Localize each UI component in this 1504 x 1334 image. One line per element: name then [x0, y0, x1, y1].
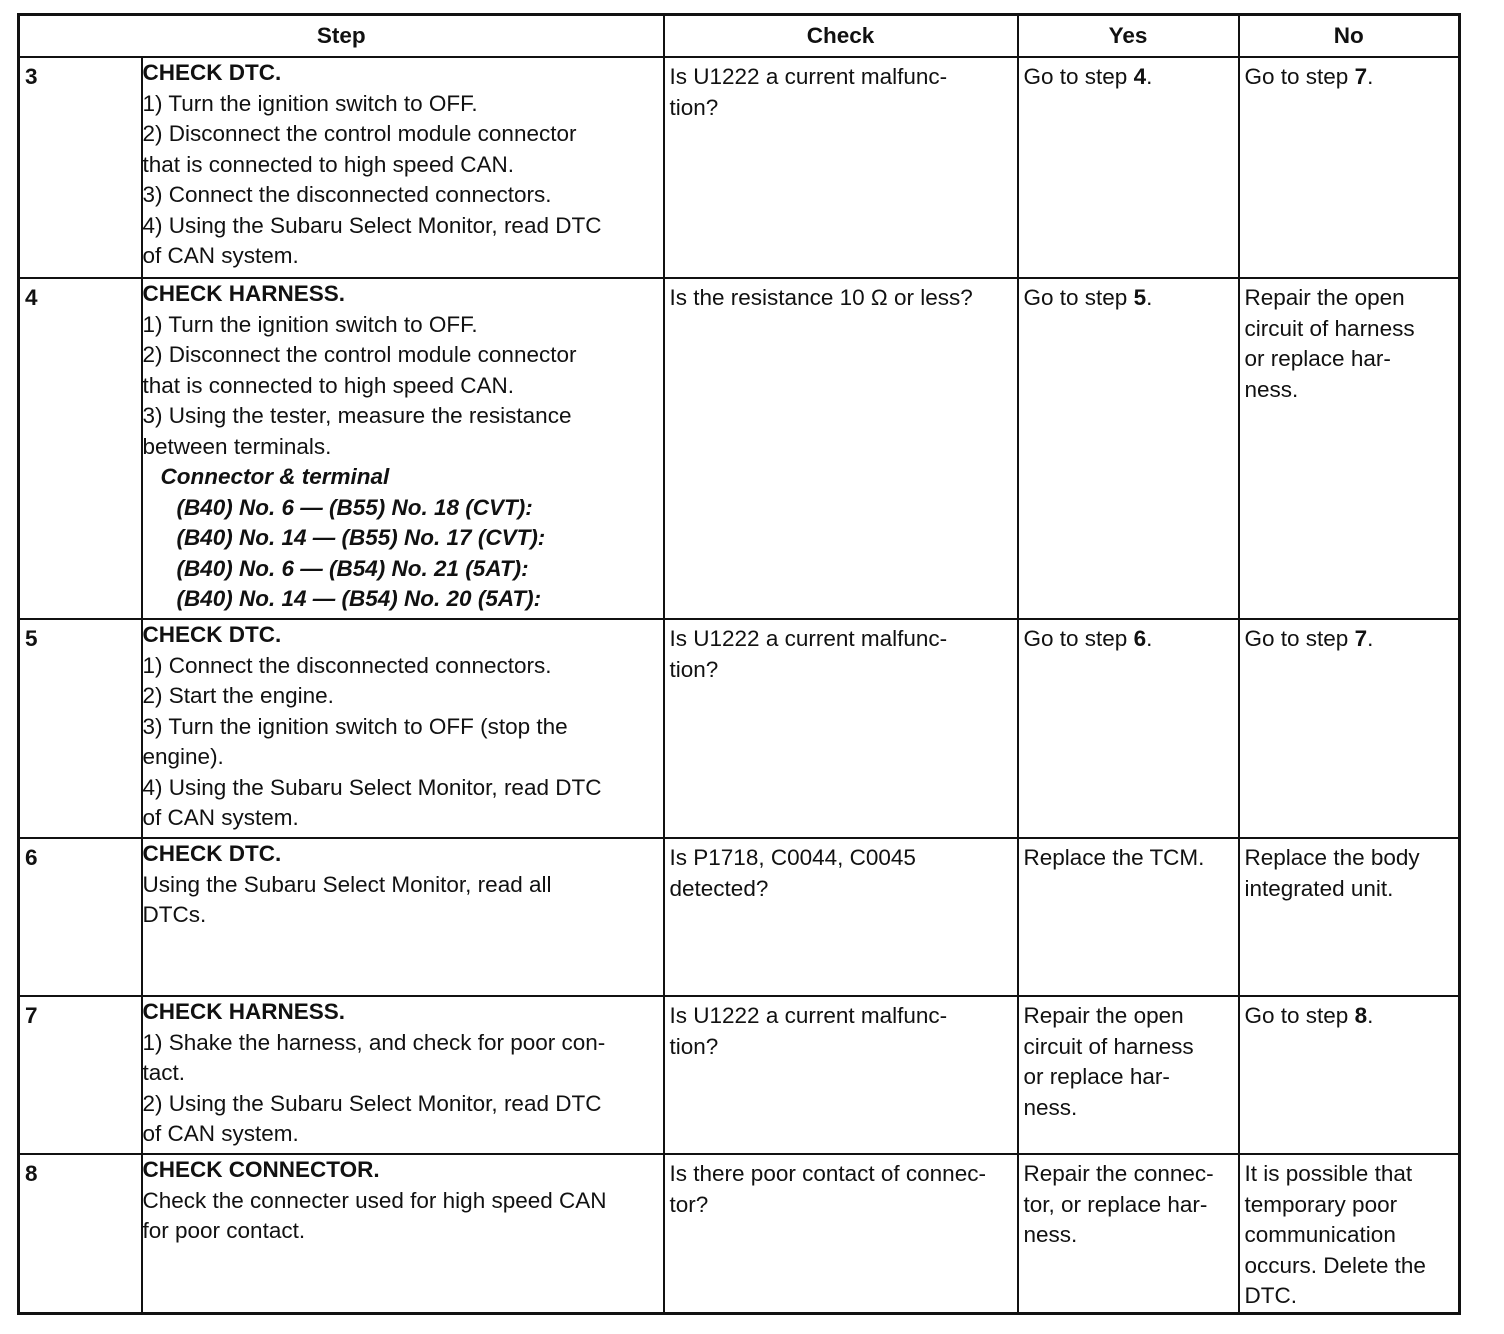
step-line: Using the Subaru Select Monitor, read all: [142, 871, 552, 897]
step-line: engine).: [142, 744, 224, 769]
step-line: 2) Start the engine.: [142, 683, 334, 708]
step-line: 2) Disconnect the control module connector: [142, 121, 577, 146]
step-number-cell: [19, 57, 142, 278]
table-row: [19, 838, 1460, 996]
step-line: 3) Using the tester, measure the resistance: [142, 403, 572, 428]
no-cell: [1239, 996, 1460, 1154]
no-cell: [1239, 57, 1460, 278]
connector-terminal-heading: Connector & terminal: [160, 464, 390, 489]
yes-action: Go to step 5.: [1023, 285, 1153, 310]
table-row: [19, 1154, 1460, 1313]
step-number-cell: [19, 278, 142, 619]
step-line: 1) Turn the ignition switch to OFF.: [142, 90, 478, 116]
no-action: Replace the body integrated unit.: [1244, 845, 1420, 901]
no-cell: [1239, 619, 1460, 838]
step-number: 4: [25, 285, 38, 310]
header-no: No: [1239, 15, 1460, 58]
check-line: detected?: [669, 875, 769, 901]
step-number-cell: [19, 996, 142, 1154]
step-line: of CAN system.: [142, 805, 299, 830]
terminal-spec: (B40) No. 14 — (B54) No. 20 (5AT):: [176, 586, 542, 611]
yes-cell: [1018, 619, 1239, 838]
step-number: 6: [25, 845, 38, 870]
yes-cell: [1018, 996, 1239, 1154]
table-row: [19, 278, 1460, 619]
check-line: Is there poor contact of connec-: [669, 1161, 986, 1186]
step-line: 1) Turn the ignition switch to OFF.: [142, 311, 478, 337]
step-number: 3: [25, 64, 38, 89]
step-number-cell: [19, 619, 142, 838]
yes-cell: [1018, 838, 1239, 996]
yes-cell: [1018, 57, 1239, 278]
check-cell: [664, 619, 1018, 838]
yes-action: Go to step 6.: [1023, 626, 1153, 651]
table-row: [19, 619, 1460, 838]
no-cell: [1239, 278, 1460, 619]
step-line: 1) Connect the disconnected connectors.: [142, 652, 552, 678]
step-line: of CAN system.: [142, 1121, 299, 1146]
step-line: between terminals.: [142, 433, 332, 459]
step-title: CHECK DTC.: [142, 622, 282, 647]
terminal-spec: (B40) No. 14 — (B55) No. 17 (CVT):: [176, 525, 546, 550]
diagnostic-table: [17, 13, 1461, 1315]
yes-action: Repair the connec- tor, or replace har- ness.: [1023, 1161, 1214, 1247]
step-description: [142, 57, 664, 278]
step-title: CHECK HARNESS.: [142, 999, 346, 1024]
check-line: tion?: [669, 1033, 719, 1059]
header-yes: Yes: [1018, 15, 1239, 58]
step-line: that is connected to high speed CAN.: [142, 151, 514, 177]
step-line: 4) Using the Subaru Select Monitor, read DTC: [142, 774, 602, 800]
step-title: CHECK DTC.: [142, 841, 282, 866]
check-line: Is U1222 a current malfunc-: [669, 1003, 948, 1028]
no-cell: [1239, 838, 1460, 996]
step-line: 2) Disconnect the control module connector: [142, 342, 577, 367]
header-check: Check: [664, 15, 1018, 58]
terminal-spec: (B40) No. 6 — (B54) No. 21 (5AT):: [176, 555, 529, 581]
step-number: 8: [25, 1161, 38, 1186]
step-description: [142, 619, 664, 838]
step-line: 2) Using the Subaru Select Monitor, read DTC: [142, 1090, 602, 1116]
check-line: Is U1222 a current malfunc-: [669, 64, 948, 89]
no-action: Go to step 8.: [1244, 1003, 1374, 1028]
check-line: tor?: [669, 1191, 709, 1217]
check-line: tion?: [669, 94, 719, 120]
step-number-cell: [19, 1154, 142, 1313]
check-line: tion?: [669, 656, 719, 682]
no-action: It is possible that temporary poor communication occurs. Delete the DTC.: [1244, 1161, 1426, 1308]
step-description: [142, 278, 664, 619]
step-line: for poor contact.: [142, 1218, 306, 1243]
table-row: [19, 996, 1460, 1154]
step-line: 4) Using the Subaru Select Monitor, read DTC: [142, 212, 602, 238]
no-action: Go to step 7.: [1244, 626, 1374, 651]
header-step: Step: [19, 15, 664, 58]
step-title: CHECK CONNECTOR.: [142, 1157, 380, 1182]
check-cell: [664, 1154, 1018, 1313]
no-action: Repair the open circuit of harness or replace har- ness.: [1244, 285, 1415, 402]
check-cell: [664, 838, 1018, 996]
step-line: Check the connecter used for high speed CAN: [142, 1187, 607, 1213]
step-description: [142, 996, 664, 1154]
step-number-cell: [19, 838, 142, 996]
step-line: 1) Shake the harness, and check for poor con-: [142, 1029, 606, 1055]
yes-action: Go to step 4.: [1023, 64, 1153, 89]
step-description: [142, 838, 664, 996]
step-line: DTCs.: [142, 902, 207, 927]
check-line: Is U1222 a current malfunc-: [669, 626, 948, 651]
check-line: Is the resistance 10 Ω or less?: [669, 285, 973, 310]
yes-cell: [1018, 1154, 1239, 1313]
step-line: that is connected to high speed CAN.: [142, 372, 514, 398]
step-title: CHECK DTC.: [142, 60, 282, 85]
check-cell: [664, 57, 1018, 278]
step-number: 7: [25, 1003, 38, 1028]
yes-action: Repair the open circuit of harness or replace har- ness.: [1023, 1003, 1194, 1120]
step-line: 3) Connect the disconnected connectors.: [142, 182, 552, 207]
no-action: Go to step 7.: [1244, 64, 1374, 89]
check-line: Is P1718, C0044, C0045: [669, 845, 916, 870]
table-row: [19, 57, 1460, 278]
step-line: tact.: [142, 1060, 186, 1085]
step-description: [142, 1154, 664, 1313]
check-cell: [664, 996, 1018, 1154]
step-title: CHECK HARNESS.: [142, 281, 346, 306]
check-cell: [664, 278, 1018, 619]
yes-action: Replace the TCM.: [1023, 845, 1205, 870]
terminal-spec: (B40) No. 6 — (B55) No. 18 (CVT):: [176, 494, 533, 520]
step-number: 5: [25, 626, 38, 651]
no-cell: [1239, 1154, 1460, 1313]
step-line: of CAN system.: [142, 243, 299, 268]
step-line: 3) Turn the ignition switch to OFF (stop the: [142, 713, 568, 739]
yes-cell: [1018, 278, 1239, 619]
header-row: [19, 15, 1460, 58]
